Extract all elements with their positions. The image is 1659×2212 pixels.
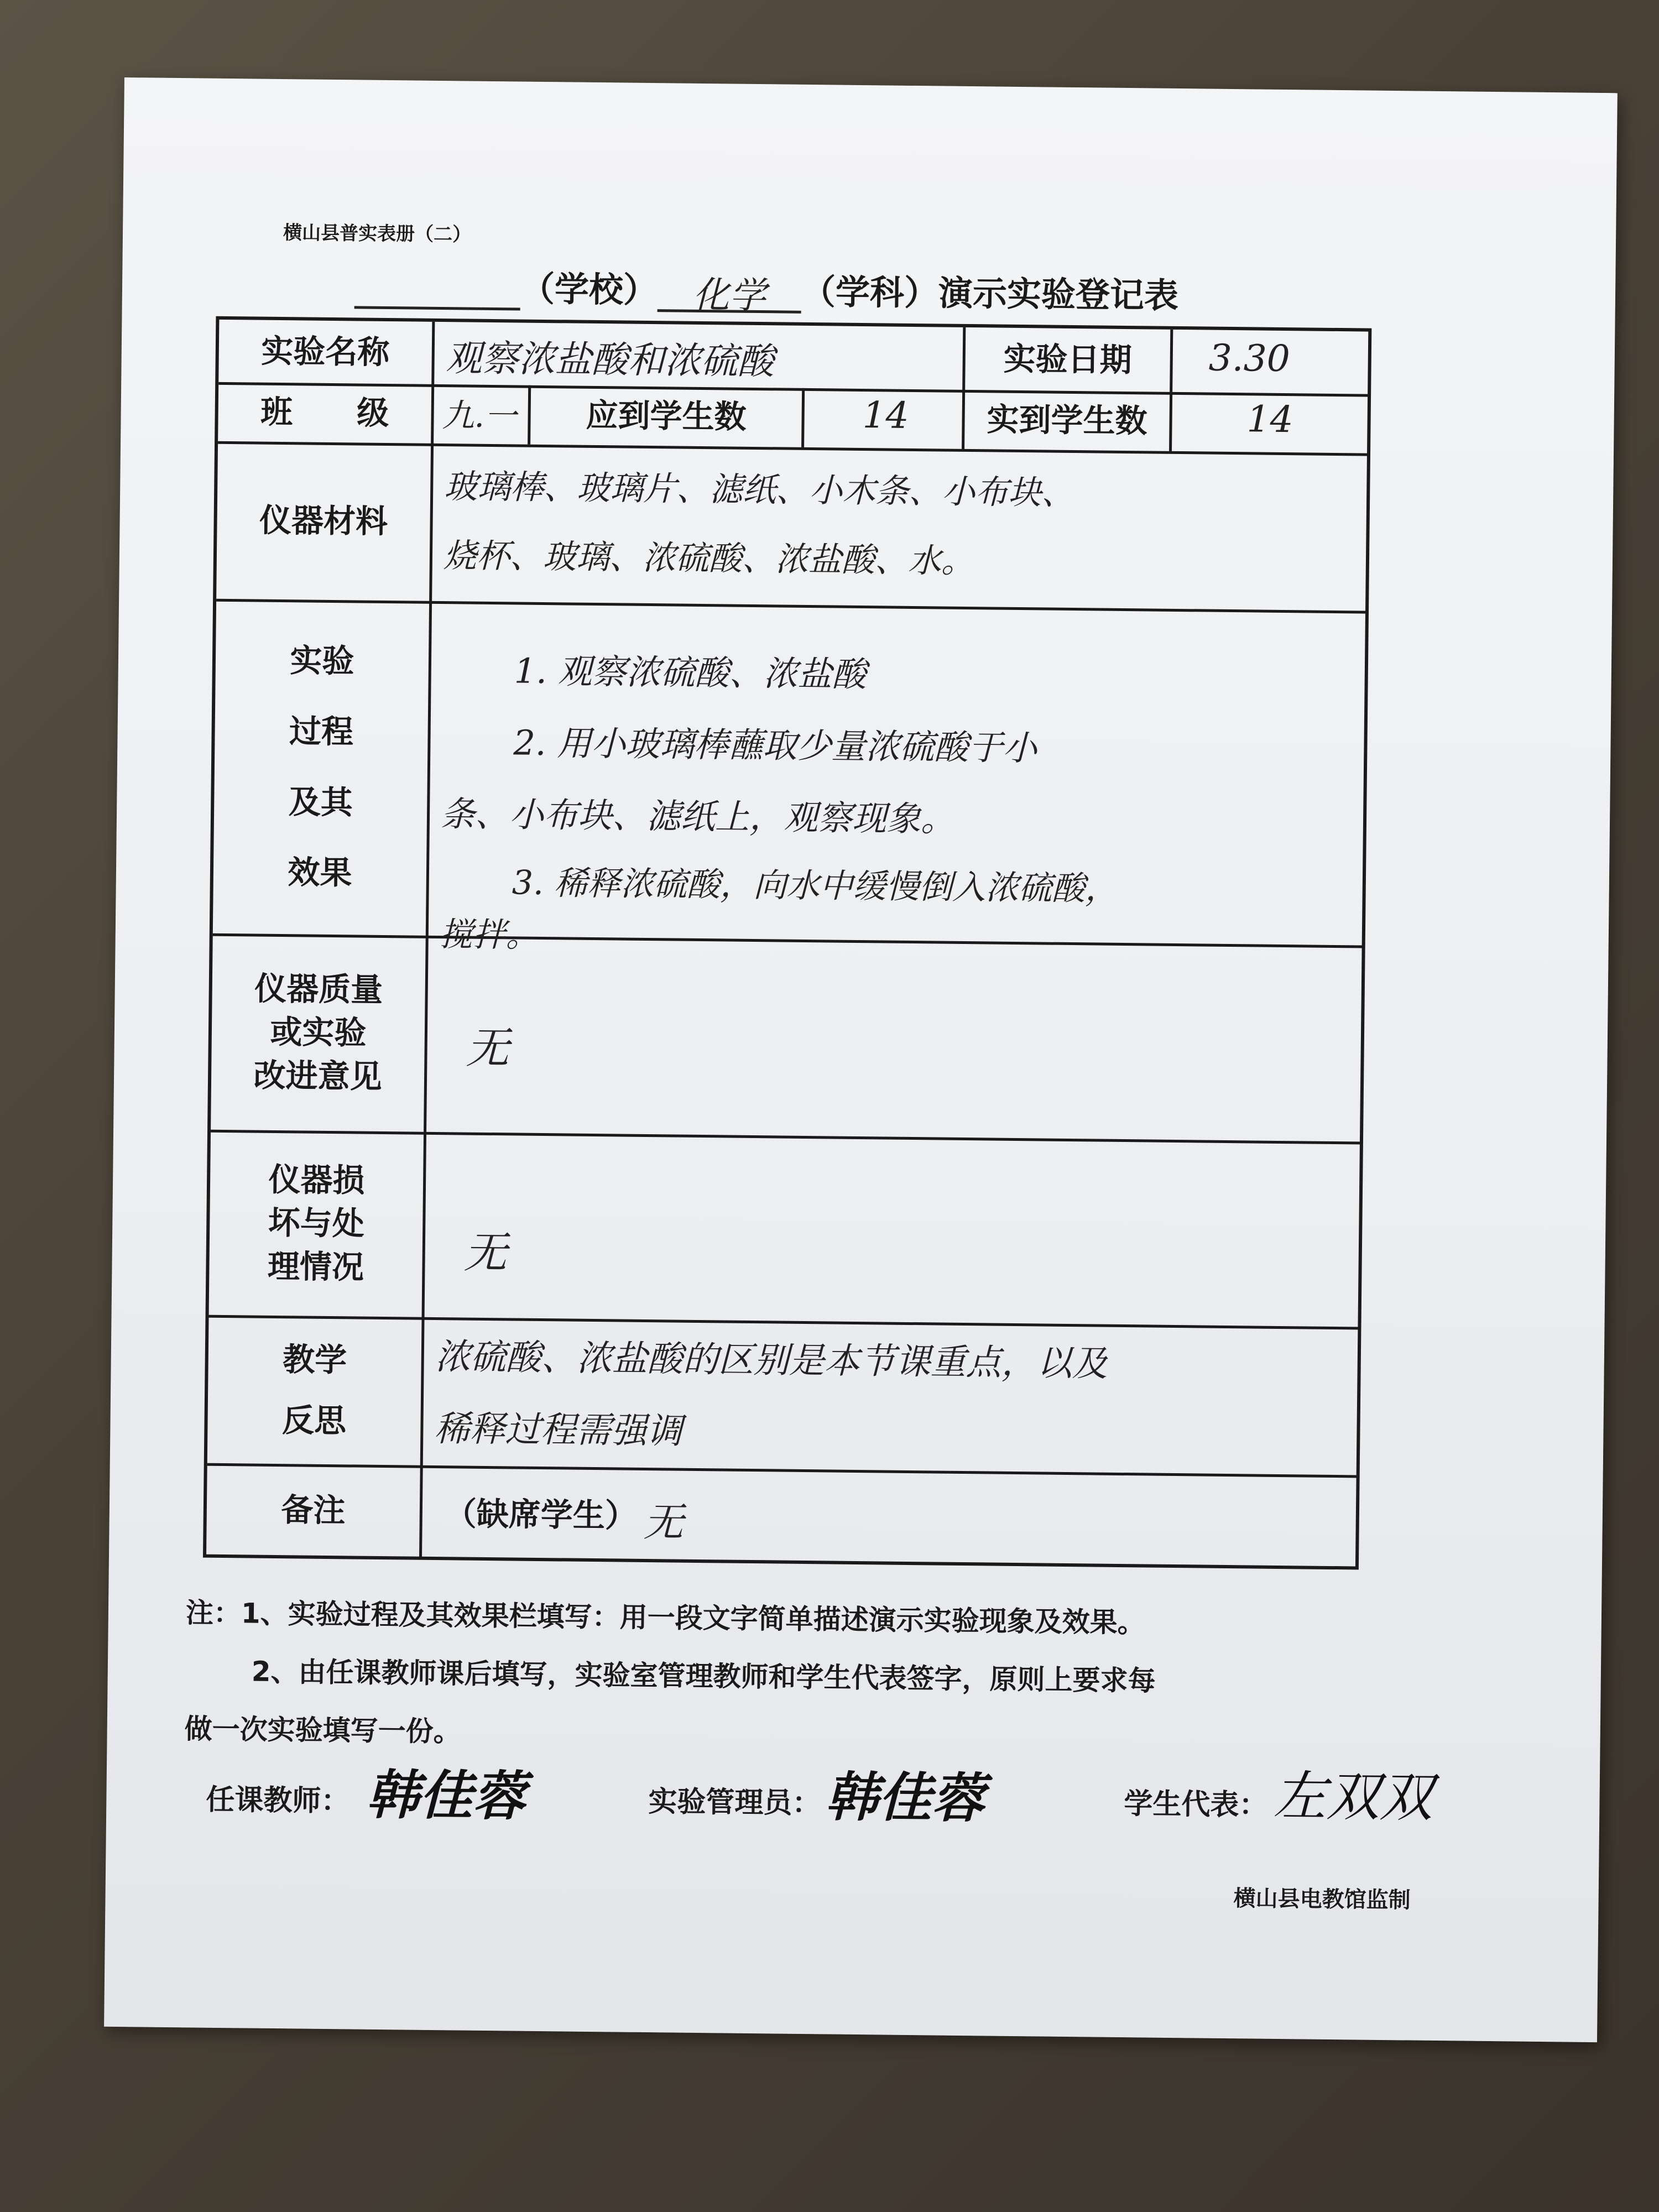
quality-label-line: 仪器质量	[254, 969, 383, 1009]
absent-students-label: （缺席学生）	[444, 1495, 638, 1535]
note-2: 2、由任课教师课后填写，实验室管理教师和学生代表签字，原则上要求每	[251, 1655, 1156, 1697]
absent-students-value: 无	[643, 1498, 684, 1546]
form-paper	[104, 77, 1618, 2042]
experiment-date-label: 实验日期	[1003, 340, 1133, 379]
reflection-line: 稀释过程需强调	[434, 1408, 682, 1452]
process-label-line: 过程	[289, 712, 354, 751]
student-rep-signature: 左双双	[1272, 1765, 1433, 1829]
quality-label	[211, 933, 426, 1132]
process-label-line: 及其	[288, 782, 353, 821]
class-label: 班 级	[260, 393, 389, 432]
quality-label-line: 改进意见	[253, 1056, 382, 1095]
damage-label-line: 理情况	[267, 1247, 364, 1286]
expected-students-value: 14	[862, 394, 910, 437]
subject-blank	[658, 265, 802, 317]
form-title: 演示实验登记表	[938, 273, 1179, 316]
process-line: 2. 用小玻璃棒蘸取少量浓硫酸于小	[513, 722, 1037, 769]
reflection-label-line: 反思	[281, 1401, 347, 1440]
process-label-line: 实验	[290, 641, 354, 680]
materials-label: 仪器材料	[259, 501, 388, 541]
reflection-line: 浓硫酸、浓盐酸的区别是本节课重点，以及	[435, 1337, 1108, 1385]
remarks-label: 备注	[281, 1491, 346, 1530]
damage-label	[209, 1130, 424, 1317]
experiment-name-value: 观察浓盐酸和浓硫酸	[445, 337, 775, 383]
damage-label-line: 坏与处	[268, 1204, 365, 1243]
record-table	[203, 316, 1371, 1570]
actual-students-value: 14	[1246, 398, 1294, 441]
process-line: 3. 稀释浓硫酸，向水中缓慢倒入浓硫酸，	[512, 863, 1119, 909]
materials-line: 烧杯、玻璃、浓硫酸、浓盐酸、水。	[443, 536, 975, 581]
footer-supervisor: 横山县电教馆监制	[1233, 1886, 1411, 1913]
form-series-label: 横山县普实表册（二）	[283, 222, 472, 246]
class-value: 九.一	[442, 397, 517, 435]
reflection-label	[207, 1315, 422, 1465]
materials-line: 玻璃棒、玻璃片、滤纸、小木条、小布块、	[444, 467, 1075, 513]
damage-label-line: 仪器损	[268, 1160, 365, 1199]
subject-label: （学科）	[801, 271, 939, 314]
damage-value: 无	[463, 1228, 508, 1279]
student-rep-label: 学生代表：	[1124, 1787, 1268, 1822]
expected-students-label: 应到学生数	[586, 397, 747, 436]
process-line: 条、小布块、滤纸上，观察现象。	[440, 794, 956, 839]
school-blank	[354, 267, 521, 310]
form-title-row	[354, 259, 1179, 318]
actual-students-label: 实到学生数	[987, 400, 1147, 440]
process-line: 搅拌。	[439, 915, 540, 955]
school-label: （学校）	[520, 268, 658, 311]
experiment-name-label: 实验名称	[260, 332, 390, 372]
note-1: 注：1、实验过程及其效果栏填写：用一段文字简单描述演示实验现象及效果。	[185, 1597, 1145, 1639]
experiment-date-value: 3.30	[1208, 336, 1291, 380]
lab-admin-signature: 韩佳蓉	[825, 1765, 985, 1830]
process-line: 1. 观察浓硫酸、浓盐酸	[514, 650, 867, 695]
quality-value: 无	[466, 1023, 510, 1074]
subject-value: 化学	[692, 273, 766, 317]
teacher-label: 任课教师：	[206, 1783, 350, 1818]
lab-admin-label: 实验管理员：	[648, 1785, 821, 1820]
teacher-signature: 韩佳蓉	[366, 1763, 526, 1828]
process-label-line: 效果	[288, 853, 352, 892]
reflection-label-line: 教学	[282, 1340, 347, 1379]
quality-label-line: 或实验	[270, 1013, 367, 1052]
process-label	[213, 599, 429, 936]
note-3: 做一次实验填写一份。	[184, 1713, 462, 1748]
